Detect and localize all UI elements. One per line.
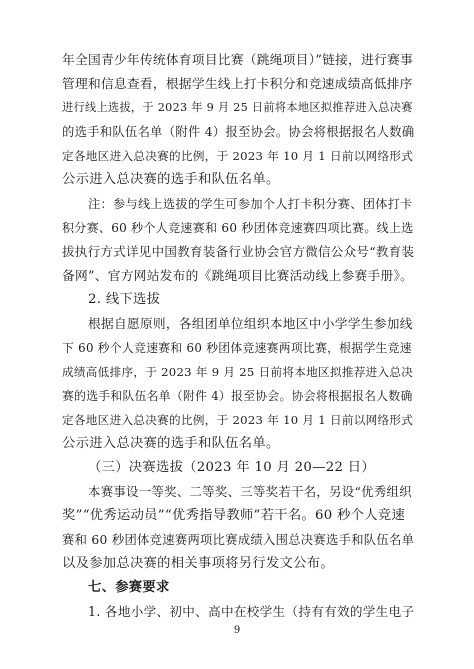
text-line: 奖”“优秀运动员”“优秀指导教师”若干名。60 秒个人竞速 (62, 508, 406, 523)
text-line: 本赛事设一等奖、二等奖、三等奖若干名，另设“优秀组织 (88, 484, 412, 499)
text-line: 公示进入总决赛的选手和队伍名单。 (62, 172, 280, 187)
text-line: 注：参与线上选拔的学生可参加个人打卡积分赛、团体打卡 (88, 197, 413, 211)
text-line: 的选手和队伍名单（附件 4）报至协会。协会将根据报名人数确 (62, 125, 415, 139)
text-line: 下 60 秒个人竞速赛和 60 秒团体竞速赛两项比赛，根据学生竞速 (62, 341, 412, 355)
text-line: 积分赛、60 秒个人竞速赛和 60 秒团体竞速赛四项比赛。线上选 (62, 221, 414, 235)
section-heading: 七、参赛要求 (88, 580, 170, 595)
page-number: 9 (233, 625, 241, 636)
text-line: 根据自愿原则，各组团单位组织本地区中小学学生参加线 (88, 316, 413, 331)
section-heading: 2. 线下选拔 (88, 292, 161, 307)
text-line: 1. 各地小学、初中、高中在校学生（持有有效的学生电子 (88, 604, 415, 619)
section-heading: （三）决赛选拔（2023 年 10 月 20—22 日） (88, 460, 375, 475)
text-line: 成绩高低排序，于 2023 年 9 月 25 日前将本地区拟推荐进入总决 (62, 365, 414, 379)
text-line: 进行线上选拔，于 2023 年 9 月 25 日前将本地区拟推荐进入总决赛 (62, 101, 413, 114)
text-line: 定各地区进入总决赛的比例，于 2023 年 10 月 1 日前以网络形式 (62, 149, 414, 163)
text-line: 赛的选手和队伍名单（附件 4）报至协会。协会将根据报名人数确 (62, 389, 413, 403)
text-line: 公示进入总决赛的选手和队伍名单。 (62, 436, 280, 451)
text-line: 以及参加总决赛的相关事项将另行发文公布。 (62, 556, 334, 571)
text-line: 管理和信息查看，根据学生线上打卡积分和竞速成绩高低排序 (62, 76, 413, 91)
text-line: 拔执行方式详见中国教育装备行业协会官方微信公众号“教育装 (62, 244, 415, 259)
text-line: 备网”、官方网站发布的《跳绳项目比赛活动线上参赛手册》。 (62, 268, 414, 283)
text-line: 年全国青少年传统体育项目比赛（跳绳项目）”链接，进行赛事 (62, 52, 414, 67)
text-line: 赛和 60 秒团体竞速赛两项比赛成绩入围总决赛选手和队伍名单 (62, 533, 415, 547)
text-line: 定各地区进入总决赛的比例，于 2023 年 10 月 1 日前以网络形式 (62, 413, 414, 427)
